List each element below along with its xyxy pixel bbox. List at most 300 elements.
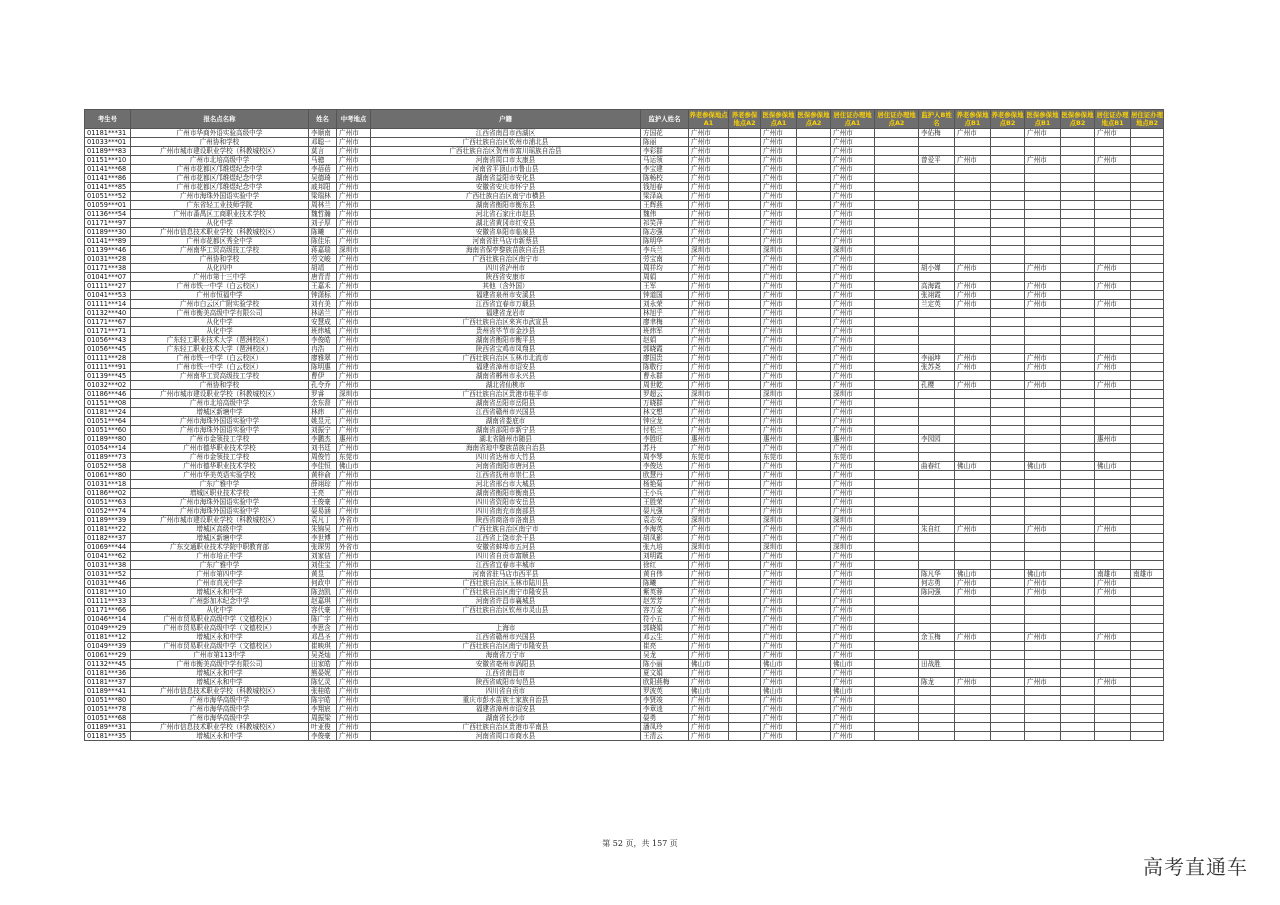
table-cell: 陈敬行 <box>641 363 689 372</box>
table-cell: 江西省宜春市万载县 <box>371 300 641 309</box>
column-header: 医保参保地点A1 <box>761 110 797 129</box>
table-cell <box>991 345 1025 354</box>
table-cell <box>797 156 831 165</box>
table-cell: 01181***31 <box>85 129 131 138</box>
table-cell <box>1025 399 1061 408</box>
table-cell: 莫言 <box>309 147 337 156</box>
table-cell <box>1025 606 1061 615</box>
table-cell: 广州市 <box>831 264 875 273</box>
table-cell: 河南省周口市商水县 <box>371 732 641 741</box>
table-cell <box>919 219 955 228</box>
table-cell: 广州市 <box>831 588 875 597</box>
table-cell <box>797 660 831 669</box>
table-cell: 佛山市 <box>1025 462 1061 471</box>
column-header: 居住证办理地点A1 <box>831 110 875 129</box>
table-cell <box>729 642 761 651</box>
table-cell: 湖南省衡阳市衡平县 <box>371 336 641 345</box>
table-cell: 广州市 <box>831 480 875 489</box>
table-cell <box>919 696 955 705</box>
table-cell: 广州市 <box>1025 363 1061 372</box>
table-cell: 钱旭春 <box>641 183 689 192</box>
table-cell: 赵芳芳 <box>641 597 689 606</box>
table-cell <box>991 624 1025 633</box>
table-cell <box>1061 678 1095 687</box>
table-cell: 广州市 <box>761 669 797 678</box>
table-row <box>85 255 1164 264</box>
table-cell <box>919 408 955 417</box>
table-row <box>85 345 1164 354</box>
table-cell: 余玉梅 <box>919 633 955 642</box>
table-cell: 广州市 <box>689 471 729 480</box>
table-cell: 广州市 <box>761 183 797 192</box>
table-cell: 袁志安 <box>641 516 689 525</box>
table-cell: 邓聪一 <box>309 138 337 147</box>
column-header: 养老参保地点A2 <box>729 110 761 129</box>
table-cell <box>875 264 919 273</box>
table-body <box>85 129 1164 741</box>
table-cell <box>875 309 919 318</box>
table-cell <box>797 579 831 588</box>
table-cell: 祁笑萍 <box>641 219 689 228</box>
table-cell <box>797 426 831 435</box>
table-cell: 陕西省商洛市洛南县 <box>371 516 641 525</box>
table-cell: 广州市 <box>761 165 797 174</box>
table-cell <box>1061 237 1095 246</box>
table-cell: 广州市 <box>831 579 875 588</box>
table-cell: 王小兵 <box>641 489 689 498</box>
table-row <box>85 426 1164 435</box>
table-cell <box>875 678 919 687</box>
table-cell <box>919 687 955 696</box>
table-cell <box>1131 669 1164 678</box>
table-cell <box>1131 381 1164 390</box>
table-cell: 邓昌圣 <box>309 633 337 642</box>
table-cell <box>729 318 761 327</box>
table-cell <box>875 426 919 435</box>
table-cell <box>1061 345 1095 354</box>
table-cell <box>875 435 919 444</box>
table-row <box>85 147 1164 156</box>
table-cell <box>1025 687 1061 696</box>
table-cell: 李世博 <box>309 534 337 543</box>
table-cell: 深圳市 <box>831 516 875 525</box>
table-cell: 广州市 <box>337 525 371 534</box>
table-cell: 广州市 <box>689 642 729 651</box>
table-row <box>85 723 1164 732</box>
table-cell: 广州市海珠外国语实验中学 <box>131 426 309 435</box>
table-cell <box>991 318 1025 327</box>
table-cell: 海南省保亭黎族苗族自治县 <box>371 246 641 255</box>
table-cell: 河北省邢台市大城县 <box>371 480 641 489</box>
table-cell: 钟道国 <box>641 291 689 300</box>
table-cell <box>1061 291 1095 300</box>
table-cell <box>875 165 919 174</box>
table-cell <box>919 714 955 723</box>
table-cell: 广州市 <box>1025 129 1061 138</box>
table-cell: 佛山市 <box>689 660 729 669</box>
table-cell: 容代豪 <box>309 606 337 615</box>
column-header: 医保参保地点B1 <box>1025 110 1061 129</box>
table-cell <box>1061 732 1095 741</box>
table-row <box>85 651 1164 660</box>
table-cell <box>1131 399 1164 408</box>
table-cell <box>955 201 991 210</box>
table-cell: 佛山市 <box>831 660 875 669</box>
table-cell <box>875 642 919 651</box>
table-cell <box>1131 561 1164 570</box>
table-cell: 广西壮族自治区南宁市隆安县 <box>371 642 641 651</box>
table-cell: 深圳市 <box>831 543 875 552</box>
table-cell: 增城区永和中学 <box>131 669 309 678</box>
table-cell: 广州市花都区邝维煜纪念中学 <box>131 174 309 183</box>
table-row <box>85 570 1164 579</box>
table-cell: 李丽坤 <box>919 354 955 363</box>
table-cell: 广西壮族自治区南宁市隆安县 <box>371 588 641 597</box>
table-cell: 万晓群 <box>641 399 689 408</box>
table-cell: 四川省南充市南部县 <box>371 507 641 516</box>
table-cell: 王军 <box>641 282 689 291</box>
table-cell: 佛山市 <box>831 687 875 696</box>
table-cell: 罗睿 <box>309 390 337 399</box>
table-cell <box>919 237 955 246</box>
table-cell <box>797 183 831 192</box>
table-cell: 广州市 <box>337 552 371 561</box>
table-cell <box>955 165 991 174</box>
table-cell: 广州市 <box>955 291 991 300</box>
table-cell: 广州市 <box>337 138 371 147</box>
table-cell <box>1131 354 1164 363</box>
table-cell <box>1061 687 1095 696</box>
table-cell: 江西省抚州市崇仁县 <box>371 471 641 480</box>
table-cell <box>1095 687 1131 696</box>
table-cell: 01181***10 <box>85 588 131 597</box>
column-header: 居住证办理地点B1 <box>1095 110 1131 129</box>
table-cell <box>729 552 761 561</box>
table-cell: 01139***45 <box>85 372 131 381</box>
table-cell: 广州市 <box>831 318 875 327</box>
table-cell <box>729 462 761 471</box>
table-cell <box>729 453 761 462</box>
table-cell: 广州市 <box>689 651 729 660</box>
table-cell <box>875 345 919 354</box>
table-cell: 王清云 <box>641 732 689 741</box>
table-cell: 刘有美 <box>309 300 337 309</box>
table-cell <box>1095 408 1131 417</box>
table-cell: 广州市海珠外国语实验中学 <box>131 417 309 426</box>
table-cell: 广州市 <box>831 570 875 579</box>
table-cell: 广州市 <box>337 417 371 426</box>
table-cell <box>1061 606 1095 615</box>
table-cell: 01151***10 <box>85 156 131 165</box>
table-cell: 广州市铁一中学（白云校区） <box>131 354 309 363</box>
table-cell: 广州市 <box>761 570 797 579</box>
table-cell <box>1061 570 1095 579</box>
table-cell <box>1061 147 1095 156</box>
table-cell: 01051***52 <box>85 192 131 201</box>
table-cell: 广州市 <box>761 696 797 705</box>
table-cell: 广州市 <box>337 696 371 705</box>
table-cell: 广州市 <box>761 498 797 507</box>
table-cell: 01111***91 <box>85 363 131 372</box>
table-cell: 广州市 <box>831 552 875 561</box>
table-cell <box>1025 435 1061 444</box>
table-row <box>85 471 1164 480</box>
table-cell: 魏伟 <box>641 210 689 219</box>
table-cell: 周俊竹 <box>309 453 337 462</box>
table-cell: 广州市 <box>831 705 875 714</box>
table-cell <box>875 138 919 147</box>
table-cell <box>991 570 1025 579</box>
table-cell: 广州市 <box>955 381 991 390</box>
table-cell: 广州市海华高级中学 <box>131 705 309 714</box>
table-cell: 广州市 <box>761 156 797 165</box>
table-cell <box>955 336 991 345</box>
table-cell <box>1095 165 1131 174</box>
table-cell <box>1095 174 1131 183</box>
table-cell: 东莞市 <box>689 453 729 462</box>
table-cell: 惠州市 <box>337 435 371 444</box>
table-cell: 01041***62 <box>85 552 131 561</box>
table-cell <box>1061 246 1095 255</box>
table-cell: 01181***36 <box>85 669 131 678</box>
table-cell <box>991 651 1025 660</box>
table-cell: 从化中学 <box>131 327 309 336</box>
table-cell: 惠州市 <box>1095 435 1131 444</box>
table-cell: 广州市 <box>761 507 797 516</box>
table-cell: 朱锦吴 <box>309 525 337 534</box>
table-cell <box>1061 435 1095 444</box>
table-cell <box>955 372 991 381</box>
table-cell: 01171***67 <box>85 318 131 327</box>
table-cell: 广州市 <box>337 183 371 192</box>
table-cell <box>1025 273 1061 282</box>
table-cell: 广州市 <box>337 498 371 507</box>
table-cell: 01186***46 <box>85 390 131 399</box>
table-cell: 01171***97 <box>85 219 131 228</box>
table-cell: 广州市 <box>831 273 875 282</box>
table-cell <box>991 327 1025 336</box>
table-cell <box>1131 579 1164 588</box>
table-cell <box>1095 543 1131 552</box>
table-cell <box>1061 255 1095 264</box>
table-cell: 01189***73 <box>85 453 131 462</box>
table-cell: 广州市信息技术职业学校（科教城校区） <box>131 228 309 237</box>
table-cell: 李贤竣 <box>641 696 689 705</box>
table-cell <box>797 669 831 678</box>
table-cell <box>729 354 761 363</box>
table-cell: 广州市 <box>689 597 729 606</box>
table-cell <box>797 291 831 300</box>
table-cell: 广州市 <box>337 687 371 696</box>
table-cell: 佛山市 <box>1095 462 1131 471</box>
table-cell: 陈明华 <box>641 237 689 246</box>
table-cell: 广州市 <box>689 633 729 642</box>
table-cell <box>875 534 919 543</box>
table-cell <box>991 219 1025 228</box>
table-cell: 广东省轻工业技师学院 <box>131 201 309 210</box>
table-cell <box>991 462 1025 471</box>
table-cell: 广州市金领技工学校 <box>131 435 309 444</box>
table-cell: 广州市 <box>955 129 991 138</box>
table-cell <box>991 552 1025 561</box>
table-cell: 广州市 <box>337 705 371 714</box>
table-cell: 广州市 <box>761 534 797 543</box>
table-cell: 高海霞 <box>919 282 955 291</box>
table-cell: 广州市 <box>689 588 729 597</box>
table-cell <box>1095 516 1131 525</box>
table-cell: 01031***52 <box>85 570 131 579</box>
table-cell: 李俊达 <box>641 462 689 471</box>
table-cell <box>955 687 991 696</box>
table-cell <box>729 651 761 660</box>
table-cell <box>1131 696 1164 705</box>
table-cell: 广州市信息技术职业学校（科教城校区） <box>131 723 309 732</box>
table-cell: 广州市 <box>761 138 797 147</box>
table-cell <box>919 669 955 678</box>
table-cell: 01051***64 <box>85 417 131 426</box>
table-row <box>85 462 1164 471</box>
table-cell: 广东轻工职业技术大学（琶洲校区） <box>131 336 309 345</box>
table-cell: 广州市 <box>337 642 371 651</box>
table-cell <box>729 660 761 669</box>
table-cell: 贵州省毕节市金沙县 <box>371 327 641 336</box>
table-cell <box>729 273 761 282</box>
table-cell: 增城区高级中学 <box>131 525 309 534</box>
table-cell <box>729 237 761 246</box>
table-cell <box>955 705 991 714</box>
table-cell <box>1025 471 1061 480</box>
table-cell: 广州市 <box>831 372 875 381</box>
table-cell: 01049***29 <box>85 624 131 633</box>
table-cell <box>955 534 991 543</box>
table-cell <box>729 264 761 273</box>
table-cell: 劳宝南 <box>641 255 689 264</box>
table-cell <box>991 174 1025 183</box>
table-cell <box>919 534 955 543</box>
table-cell: 广州市 <box>761 129 797 138</box>
table-cell: 广州市 <box>831 237 875 246</box>
table-cell: 增城区职业技术学校 <box>131 489 309 498</box>
table-cell: 广州市 <box>337 219 371 228</box>
table-cell: 广州市 <box>1095 381 1131 390</box>
table-cell: 广州市衡美高级中学有限公司 <box>131 660 309 669</box>
table-cell <box>1025 165 1061 174</box>
table-cell <box>1131 687 1164 696</box>
table-cell <box>1061 615 1095 624</box>
table-cell <box>1131 219 1164 228</box>
table-cell <box>797 453 831 462</box>
table-cell <box>991 696 1025 705</box>
table-cell: 广州市 <box>689 354 729 363</box>
table-cell: 陈志强 <box>641 228 689 237</box>
table-cell: 广州市 <box>831 669 875 678</box>
table-cell: 江西省赣州市兴国县 <box>371 633 641 642</box>
table-cell: 广州市 <box>831 615 875 624</box>
table-cell <box>1061 498 1095 507</box>
table-cell <box>1095 498 1131 507</box>
table-cell <box>1061 273 1095 282</box>
table-cell <box>919 228 955 237</box>
table-cell <box>1061 642 1095 651</box>
table-cell: 佛山市 <box>761 660 797 669</box>
table-cell: 广州市 <box>761 147 797 156</box>
table-cell: 曹永群 <box>641 372 689 381</box>
table-cell: 广州市 <box>689 732 729 741</box>
table-cell: 广州市 <box>689 489 729 498</box>
table-cell: 李翔宸 <box>309 705 337 714</box>
table-cell: 福建省漳州市诏安县 <box>371 363 641 372</box>
table-cell: 广州市 <box>337 201 371 210</box>
table-cell <box>955 606 991 615</box>
column-header: 监护人B姓名 <box>919 110 955 129</box>
table-cell <box>875 588 919 597</box>
table-cell <box>919 138 955 147</box>
table-cell: 广州市 <box>689 696 729 705</box>
table-row <box>85 273 1164 282</box>
table-cell: 01171***38 <box>85 264 131 273</box>
table-cell <box>875 174 919 183</box>
table-cell: 广州南华工贸高级技工学校 <box>131 246 309 255</box>
table-cell <box>797 516 831 525</box>
table-cell: 袁凡丁 <box>309 516 337 525</box>
table-cell: 王嘉禾 <box>309 282 337 291</box>
table-cell <box>955 390 991 399</box>
table-cell: 南雄市 <box>1131 570 1164 579</box>
table-cell <box>729 687 761 696</box>
table-cell <box>1131 282 1164 291</box>
table-cell: 湖南省益阳市安化县 <box>371 174 641 183</box>
table-cell: 四川省自贡市富顺县 <box>371 552 641 561</box>
table-cell: 海南省万宁市 <box>371 651 641 660</box>
table-cell: 广州市 <box>761 417 797 426</box>
table-row <box>85 615 1164 624</box>
table-cell: 广州市 <box>1025 156 1061 165</box>
table-cell: 广州市 <box>337 210 371 219</box>
table-cell <box>955 183 991 192</box>
table-cell <box>1095 201 1131 210</box>
table-cell: 广州市 <box>1095 678 1131 687</box>
table-cell: 广州市番禺区工商职业技术学校 <box>131 210 309 219</box>
table-cell <box>1131 237 1164 246</box>
table-cell: 江西省上饶市余干县 <box>371 534 641 543</box>
table-cell: 广西壮族自治区钦州市浦北县 <box>371 138 641 147</box>
table-cell <box>797 264 831 273</box>
table-cell <box>1025 327 1061 336</box>
table-cell: 广州协和学校 <box>131 381 309 390</box>
table-cell <box>919 471 955 480</box>
table-cell: 广西壮族自治区南宁市 <box>371 525 641 534</box>
table-cell: 广州市 <box>337 147 371 156</box>
table-cell <box>1061 543 1095 552</box>
table-cell: 01189***31 <box>85 723 131 732</box>
table-cell <box>1061 264 1095 273</box>
table-cell <box>991 228 1025 237</box>
table-cell <box>991 705 1025 714</box>
table-cell: 01111***28 <box>85 354 131 363</box>
table-row <box>85 714 1164 723</box>
table-cell <box>875 237 919 246</box>
table-cell: 符小五 <box>641 615 689 624</box>
table-cell: 广州市 <box>761 480 797 489</box>
table-cell: 广州市 <box>337 237 371 246</box>
table-cell: 河南省南阳市唐河县 <box>371 462 641 471</box>
table-cell <box>919 390 955 399</box>
table-cell: 广州市 <box>831 525 875 534</box>
table-cell <box>797 381 831 390</box>
table-cell <box>1025 192 1061 201</box>
table-cell <box>1025 183 1061 192</box>
table-cell: 赵娟 <box>641 336 689 345</box>
